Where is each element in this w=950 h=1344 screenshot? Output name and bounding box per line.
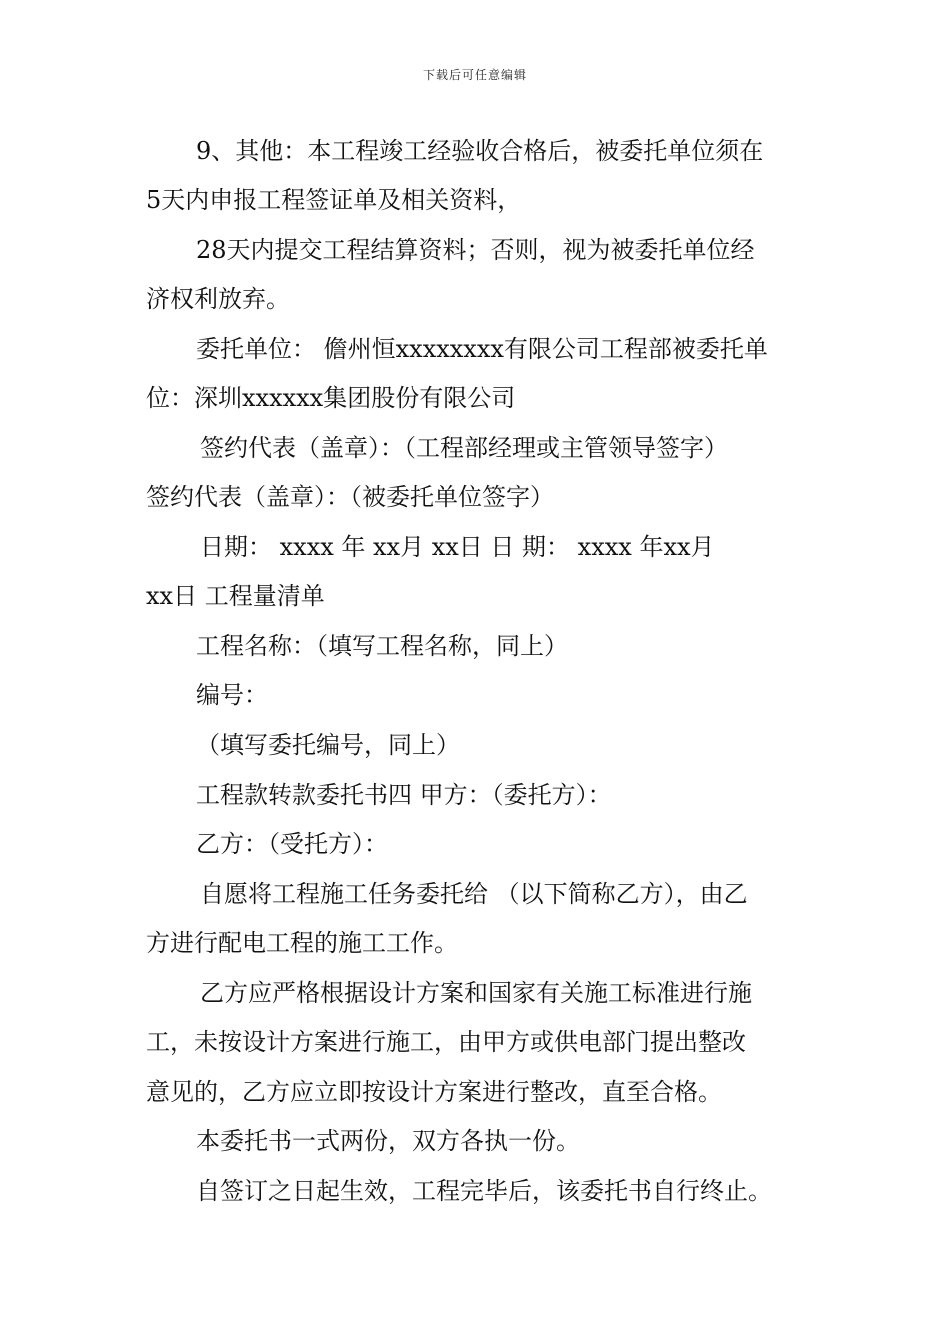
text-line: 工程款转款委托书四 甲方：（委托方）： — [196, 781, 612, 809]
text-line: 意见的，乙方应立即按设计方案进行整改，直至合格。 — [146, 1078, 722, 1106]
text-line: 位：深圳xxxxxx集团股份有限公司 — [146, 384, 516, 412]
text-line: 28天内提交工程结算资料；否则，视为被委托单位经 — [196, 236, 755, 264]
text-line: 自愿将工程施工任务委托给 （以下简称乙方），由乙 — [200, 880, 748, 908]
text-line: 日期： xxxx 年 xx月 xx日 日 期： xxxx 年xx月 — [200, 533, 715, 561]
text-line: 签约代表（盖章）：（被委托单位签字） — [146, 483, 554, 511]
text-line: 自签订之日起生效，工程完毕后，该委托书自行终止。 — [196, 1177, 772, 1205]
text-line: 方进行配电工程的施工工作。 — [146, 929, 458, 957]
text-line: 工程名称：（填写工程名称，同上） — [196, 632, 568, 660]
text-line: 乙方应严格根据设计方案和国家有关施工标准进行施 — [200, 979, 752, 1007]
text-line: xx日 工程量清单 — [146, 582, 325, 610]
text-line: 工，未按设计方案进行施工，由甲方或供电部门提出整改 — [146, 1028, 746, 1056]
text-line: 编号： — [196, 681, 268, 709]
text-line: 乙方：（受托方）： — [196, 830, 388, 858]
text-line: 委托单位： 儋州恒xxxxxxxx有限公司工程部被委托单 — [196, 335, 768, 363]
text-line: （填写委托编号，同上） — [196, 731, 460, 759]
text-line: 签约代表（盖章）：（工程部经理或主管领导签字） — [200, 434, 728, 462]
text-line: 济权利放弃。 — [146, 285, 290, 313]
page-header: 下载后可任意编辑 — [422, 68, 527, 82]
text-line: 9、其他：本工程竣工经验收合格后，被委托单位须在 — [196, 137, 764, 165]
text-line: 5天内申报工程签证单及相关资料， — [146, 186, 522, 214]
text-line: 本委托书一式两份，双方各执一份。 — [196, 1127, 580, 1155]
